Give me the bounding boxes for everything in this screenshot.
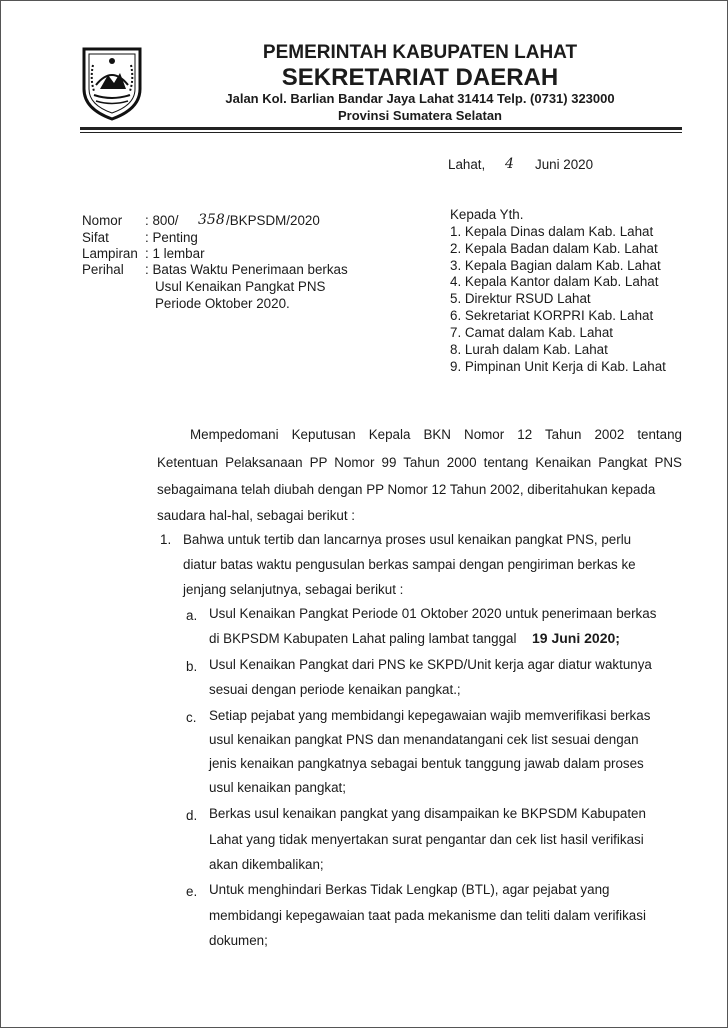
sub-e-label: e. xyxy=(186,884,198,899)
intro-line: Mempedomani Keputusan Kepala BKN Nomor 12 Tahun 2002 tentang xyxy=(190,427,682,442)
date-day-handwritten: 4 xyxy=(505,156,514,172)
header-government: PEMERINTAH KABUPATEN LAHAT xyxy=(262,42,578,63)
sub-d-line: Berkas usul kenaikan pangkat yang disampaikan ke BKPSDM Kabupaten xyxy=(209,806,646,821)
intro-line: Ketentuan Pelaksanaan PP Nomor 99 Tahun 2000 tentang Kenaikan Pangkat PNS xyxy=(157,455,682,470)
sub-e-line: dokumen; xyxy=(209,933,268,948)
sub-d-line: Lahat yang tidak menyertakan surat pengantar dan cek list hasil verifikasi xyxy=(209,832,644,847)
point-1-number: 1. xyxy=(160,532,172,547)
nomor-prefix: : 800/ xyxy=(145,213,179,228)
recipient-item: 8. Lurah dalam Kab. Lahat xyxy=(450,342,608,357)
perihal-line: Usul Kenaikan Pangkat PNS xyxy=(155,279,326,294)
perihal-label: Perihal xyxy=(82,262,124,277)
point-1-line: jenjang selanjutnya, sebagai berikut : xyxy=(183,582,404,597)
header-secretariat: SEKRETARIAT DAERAH xyxy=(281,64,559,91)
sub-a-line: di BKPSDM Kabupaten Lahat paling lambat tanggal xyxy=(209,631,517,646)
sifat-value: : Penting xyxy=(145,230,198,245)
recipient-item: 2. Kepala Badan dalam Kab. Lahat xyxy=(450,241,658,256)
sub-a-label: a. xyxy=(186,608,198,623)
header-province: Provinsi Sumatera Selatan xyxy=(337,108,502,123)
header-address: Jalan Kol. Barlian Bandar Jaya Lahat 31414 Telp. (0731) 323000 xyxy=(225,91,615,106)
perihal-line: Periode Oktober 2020. xyxy=(155,296,290,311)
sub-b-line: sesuai dengan periode kenaikan pangkat.; xyxy=(209,682,461,697)
sub-a-line: Usul Kenaikan Pangkat Periode 01 Oktober 2020 untuk penerimaan berkas xyxy=(209,606,657,621)
recipient-item: 9. Pimpinan Unit Kerja di Kab. Lahat xyxy=(450,359,666,374)
sub-e-line: membidangi kepegawaian taat pada mekanisme dan teliti dalam verifikasi xyxy=(209,908,646,923)
sifat-label: Sifat xyxy=(82,230,109,245)
recipient-item: 4. Kepala Kantor dalam Kab. Lahat xyxy=(450,274,659,289)
lampiran-value: : 1 lembar xyxy=(145,246,205,261)
lampiran-label: Lampiran xyxy=(82,246,138,261)
recipient-item: 6. Sekretariat KORPRI Kab. Lahat xyxy=(450,308,654,323)
sub-c-line: usul kenaikan pangkat PNS dan menandatangani cek list sesuai dengan xyxy=(209,732,639,747)
date-month-year: Juni 2020 xyxy=(535,157,594,172)
nomor-suffix: /BKPSDM/2020 xyxy=(226,213,320,228)
recipient-heading: Kepada Yth. xyxy=(450,207,524,222)
sub-d-label: d. xyxy=(186,808,198,823)
sub-e-line: Untuk menghindari Berkas Tidak Lengkap (BTL), agar pejabat yang xyxy=(209,882,610,897)
nomor-label: Nomor xyxy=(82,213,123,228)
intro-line: sebagaimana telah diubah dengan PP Nomor 12 Tahun 2002, diberitahukan kepada xyxy=(157,482,656,497)
point-1-line: diatur batas waktu pengusulan berkas sampai dengan pengiriman berkas ke xyxy=(183,557,636,572)
regency-crest-icon xyxy=(80,45,144,121)
letterhead-rule xyxy=(80,127,682,130)
sub-d-line: akan dikembalikan; xyxy=(209,857,324,872)
sub-a-deadline: 19 Juni 2020; xyxy=(532,630,620,646)
sub-c-line: jenis kenaikan pangkatnya sebagai bentuk tanggung jawab dalam proses xyxy=(209,756,644,771)
sub-c-line: Setiap pejabat yang membidangi kepegawaian wajib memverifikasi berkas xyxy=(209,708,651,723)
sub-c-line: usul kenaikan pangkat; xyxy=(209,780,346,795)
recipient-item: 5. Direktur RSUD Lahat xyxy=(450,291,591,306)
recipient-item: 1. Kepala Dinas dalam Kab. Lahat xyxy=(450,224,654,239)
recipient-item: 3. Kepala Bagian dalam Kab. Lahat xyxy=(450,258,661,273)
letterhead-rule-thin xyxy=(80,132,682,133)
recipient-item: 7. Camat dalam Kab. Lahat xyxy=(450,325,614,340)
sub-c-label: c. xyxy=(186,710,197,725)
sub-b-label: b. xyxy=(186,659,198,674)
date-city: Lahat, xyxy=(448,157,486,172)
intro-line: saudara hal-hal, sebagai berikut : xyxy=(157,508,356,523)
sub-b-line: Usul Kenaikan Pangkat dari PNS ke SKPD/Unit kerja agar diatur waktunya xyxy=(209,657,652,672)
perihal-line: : Batas Waktu Penerimaan berkas xyxy=(145,262,348,277)
point-1-line: Bahwa untuk tertib dan lancarnya proses usul kenaikan pangkat PNS, perlu xyxy=(183,532,632,547)
nomor-handwritten: 358 xyxy=(198,212,225,228)
